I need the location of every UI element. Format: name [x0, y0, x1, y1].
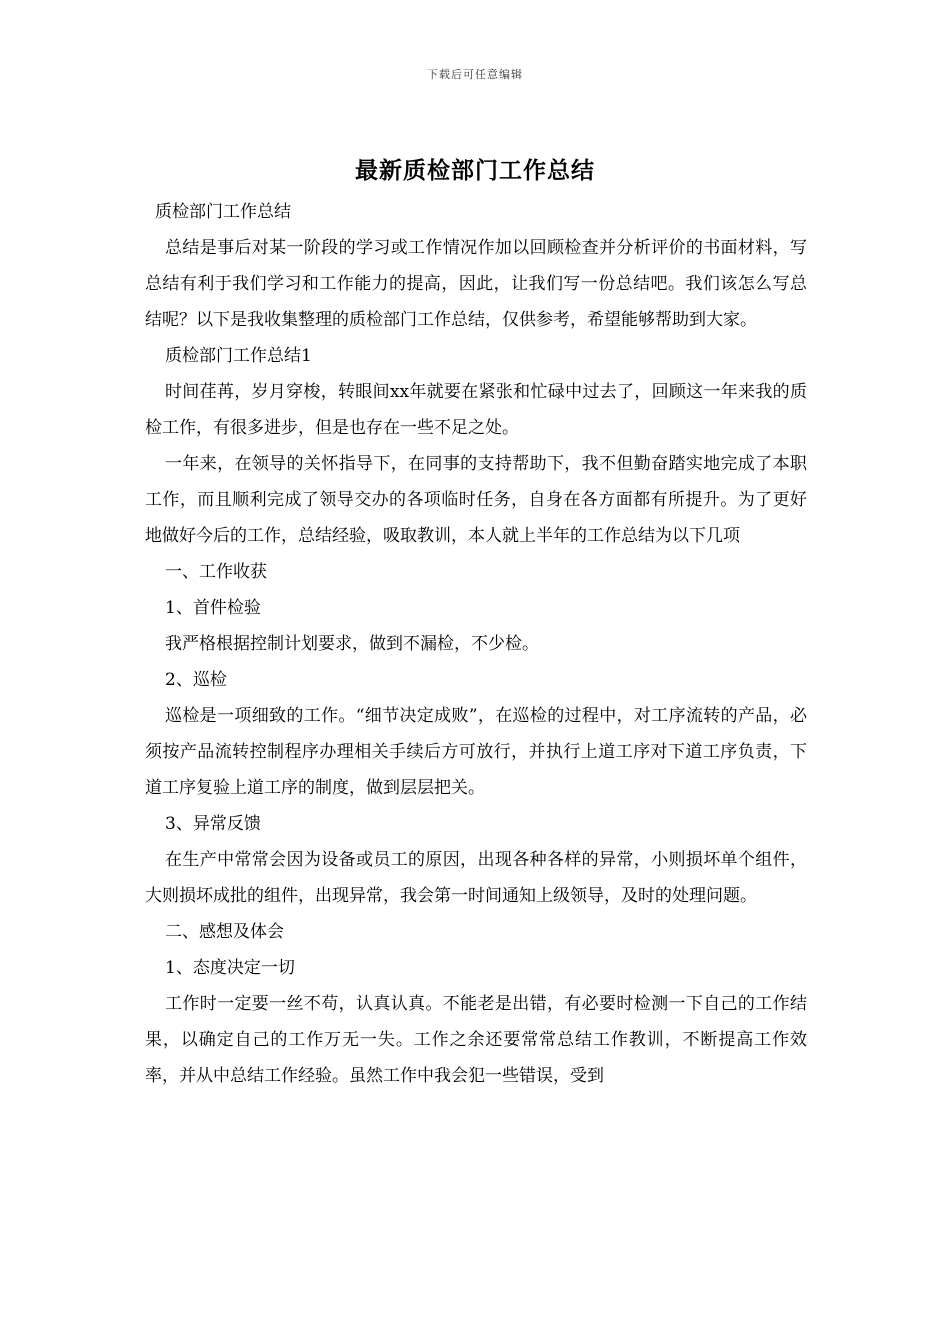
body-paragraph: 工作时一定要一丝不苟，认真认真。不能老是出错，有必要时检测一下自己的工作结果，以确定自己的工作万无一失。工作之余还要常常总结工作教训，不断提高工作效率，并从中总结工作经验。虽然工作中我会犯一些错误，受到 — [145, 994, 807, 1086]
document-title: 最新质检部门工作总结 — [355, 157, 595, 184]
section-heading: 质检部门工作总结1 — [165, 346, 312, 366]
document-body — [145, 194, 807, 1094]
body-paragraph: 一年来，在领导的关怀指导下，在同事的支持帮助下，我不但勤奋踏实地完成了本职工作，而且顺利完成了领导交办的各项临时任务，自身在各方面都有所提升。为了更好地做好今后的工作，总结经验，吸取教训，本人就上半年的工作总结为以下几项 — [145, 454, 807, 546]
subsection-heading: 3、异常反馈 — [165, 814, 261, 834]
body-paragraph: 巡检是一项细致的工作。“细节决定成败”，在巡检的过程中，对工序流转的产品，必须按产品流转控制程序办理相关手续后方可放行，并执行上道工序对下道工序负责，下道工序复验上道工序的制度，做到层层把关。 — [145, 706, 807, 798]
body-paragraph: 我严格根据控制计划要求，做到不漏检，不少检。 — [165, 634, 539, 654]
subsection-heading: 1、首件检验 — [165, 598, 261, 618]
section-heading: 一、工作收获 — [165, 562, 267, 582]
subtitle-paragraph: 质检部门工作总结 — [155, 202, 291, 222]
header-note: 下载后可任意编辑 — [427, 68, 523, 81]
subsection-heading: 1、态度决定一切 — [165, 958, 295, 978]
body-paragraph: 时间荏苒，岁月穿梭，转眼间xx年就要在紧张和忙碌中过去了，回顾这一年来我的质检工作，有很多进步，但是也存在一些不足之处。 — [145, 382, 807, 438]
subsection-heading: 2、巡检 — [165, 670, 227, 690]
intro-paragraph: 总结是事后对某一阶段的学习或工作情况作加以回顾检查并分析评价的书面材料，写总结有利于我们学习和工作能力的提高，因此，让我们写一份总结吧。我们该怎么写总结呢？以下是我收集整理的质检部门工作总结，仅供参考，希望能够帮助到大家。 — [145, 238, 807, 330]
section-heading: 二、感想及体会 — [165, 922, 284, 942]
body-paragraph: 在生产中常常会因为设备或员工的原因，出现各种各样的异常，小则损坏单个组件，大则损坏成批的组件，出现异常，我会第一时间通知上级领导，及时的处理问题。 — [145, 850, 807, 906]
